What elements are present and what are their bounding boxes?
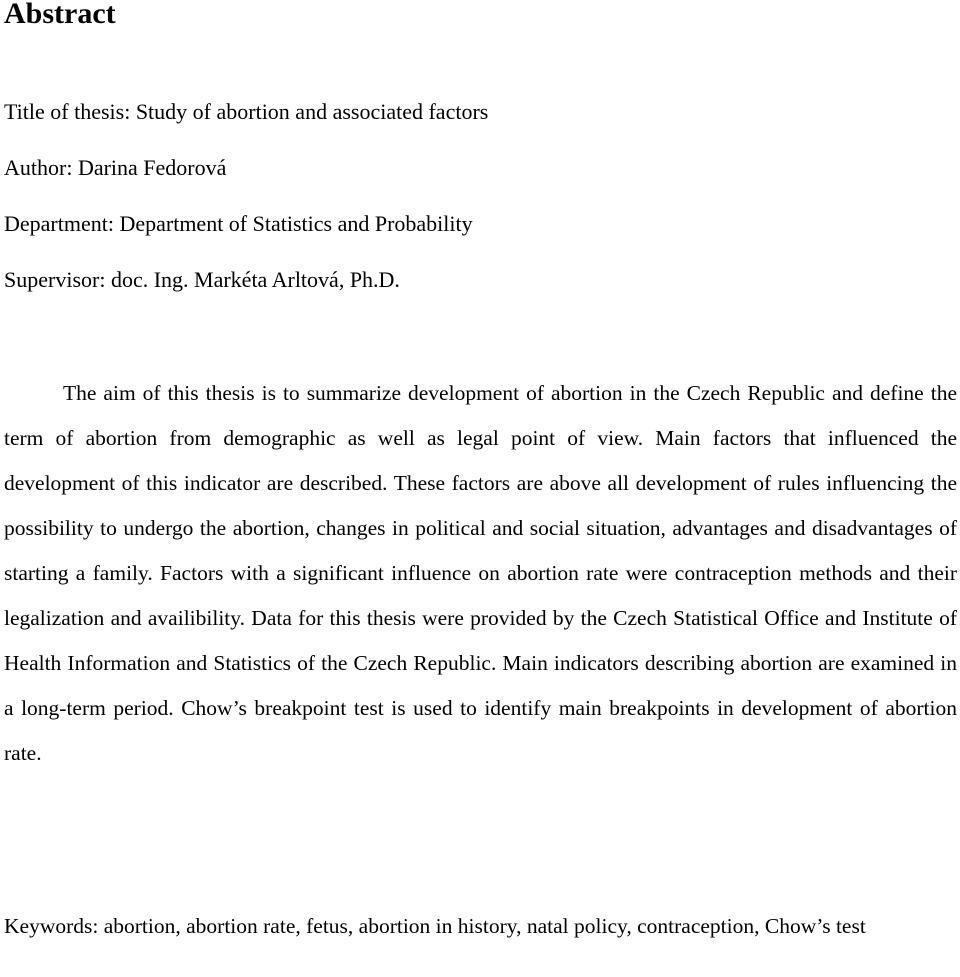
author-line: Author: Darina Fedorová: [4, 155, 227, 180]
thesis-title-line: Title of thesis: Study of abortion and associated factors: [4, 99, 489, 124]
department-line: Department: Department of Statistics and Probability: [4, 211, 473, 236]
page-title: Abstract: [4, 0, 116, 30]
abstract-paragraph: The aim of this thesis is to summarize development of abortion in the Czech Republic and define the term of abortion from demographic as well as legal point of view. Main factors that influenced the development of this indicator are described. These factors are above all development of rules influencing the possibility to undergo the abortion, changes in political and social situation, advantages and disadvantages of starting a family. Factors with a significant influence on abortion rate were contraception methods and their legalization and availibility. Data for this thesis were provided by the Czech Statistical Office and Institute of Health Information and Statistics of the Czech Republic. Main indicators describing abortion are examined in a long-term period. Chow’s breakpoint test is used to identify main breakpoints in development of abortion rate.: [4, 381, 957, 765]
keywords-paragraph: Keywords: abortion, abortion rate, fetus, abortion in history, natal policy, contraception, Chow’s test: [4, 914, 866, 938]
supervisor-line: Supervisor: doc. Ing. Markéta Arltová, Ph.D.: [4, 267, 400, 292]
